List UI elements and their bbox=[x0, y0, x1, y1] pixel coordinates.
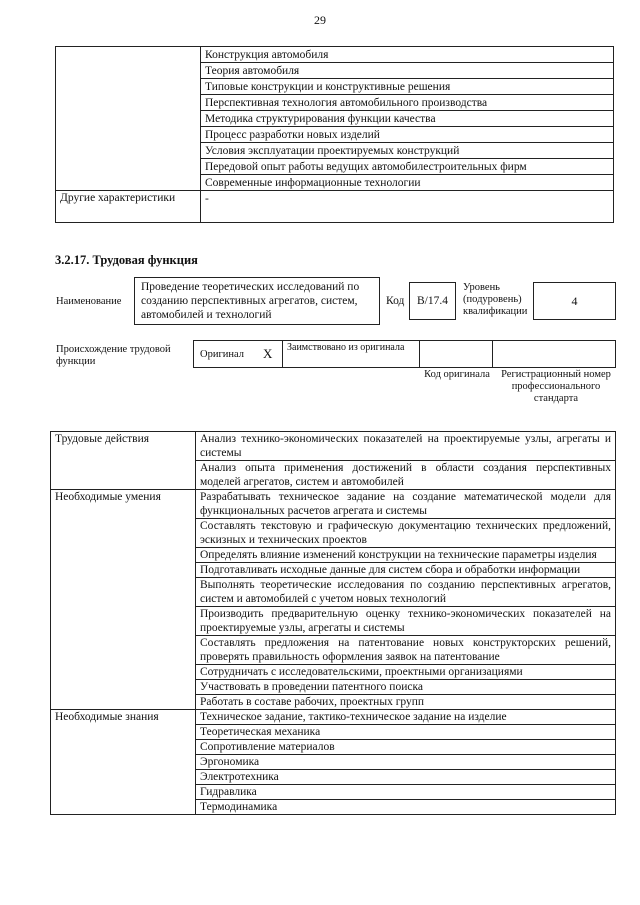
table-cell: Подготавливать исходные данные для систем сбора и обработки информации bbox=[196, 563, 616, 578]
function-name-value: Проведение теоретических исследований по созданию перспективных агрегатов, систем, автомобилей и технологий bbox=[141, 281, 360, 321]
table-cell: Участвовать в проведении патентного поиска bbox=[196, 680, 616, 695]
table-cell: Выполнять теоретические исследования по созданию перспективных агрегатов, систем и автомобилей с учетом новых технологий bbox=[196, 578, 616, 607]
level-value: 4 bbox=[571, 294, 578, 308]
code-box bbox=[409, 282, 456, 320]
list-item: Теория автомобиля bbox=[201, 63, 614, 79]
table-cell: Техническое задание, тактико-техническое задание на изделие bbox=[196, 710, 616, 725]
function-name-box bbox=[134, 277, 380, 325]
table-cell: Составлять предложения на патентование новых конструкторских решений, проверять правильность оформления заявок на патентование bbox=[196, 636, 616, 665]
origin-label: Происхождение трудовой функции bbox=[56, 344, 171, 367]
table-cell: Определять влияние изменений конструкции на технические параметры изделия bbox=[196, 548, 616, 563]
table-cell: Электротехника bbox=[196, 770, 616, 785]
section-title: 3.2.17. Трудовая функция bbox=[55, 253, 198, 267]
table-cell: Составлять текстовую и графическую документацию технических предложений, эскизных и технических проектов bbox=[196, 519, 616, 548]
table-cell: Производить предварительную оценку технико-экономических показателей на проектируемые узлы, агрегаты и системы bbox=[196, 607, 616, 636]
divider bbox=[419, 340, 420, 368]
table-cell: Эргономика bbox=[196, 755, 616, 770]
labor-function-table bbox=[50, 431, 616, 815]
table-cell: Работать в составе рабочих, проектных групп bbox=[196, 695, 616, 710]
code-label: Код bbox=[386, 295, 405, 307]
list-item: Конструкция автомобиля bbox=[201, 47, 614, 63]
other-characteristics-label: Другие характеристики bbox=[56, 191, 201, 223]
table-cell: Сотрудничать с исследовательскими, проектными организациями bbox=[196, 665, 616, 680]
table-cell: Термодинамика bbox=[196, 800, 616, 815]
code-value: B/17.4 bbox=[417, 295, 448, 307]
skills-label: Необходимые умения bbox=[51, 490, 196, 710]
knowledge-label: Необходимые знания bbox=[51, 710, 196, 815]
code-original-caption: Код оригинала bbox=[424, 369, 490, 380]
table-cell: Гидравлика bbox=[196, 785, 616, 800]
name-label: Наименование bbox=[56, 296, 122, 307]
table-cell: Сопротивление материалов bbox=[196, 740, 616, 755]
labor-actions-label: Трудовые действия bbox=[51, 432, 196, 490]
list-item: Передовой опыт работы ведущих автомобилестроительных фирм bbox=[201, 159, 614, 175]
knowledge-continuation-table bbox=[55, 46, 614, 223]
table-cell: Разрабатывать техническое задание на создание математической модели для функциональных расчетов агрегата и системы bbox=[196, 490, 616, 519]
other-characteristics-value: - bbox=[201, 191, 614, 223]
level-box bbox=[533, 282, 616, 320]
table-cell-empty bbox=[56, 47, 201, 191]
list-item: Методика структурирования функции качества bbox=[201, 111, 614, 127]
divider bbox=[492, 340, 493, 368]
borrowed-label: Заимствовано из оригинала bbox=[287, 342, 405, 353]
list-item: Перспективная технология автомобильного производства bbox=[201, 95, 614, 111]
list-item: Процесс разработки новых изделий bbox=[201, 127, 614, 143]
list-item: Типовые конструкции и конструктивные решения bbox=[201, 79, 614, 95]
divider bbox=[282, 340, 283, 368]
table-cell: Теоретическая механика bbox=[196, 725, 616, 740]
level-label: Уровень (подуровень) квалификации bbox=[463, 282, 528, 317]
page-number: 29 bbox=[314, 13, 326, 27]
table-cell: Анализ технико-экономических показателей на проектируемые узлы, агрегаты и системы bbox=[196, 432, 616, 461]
table-cell: Анализ опыта применения достижений в области создания перспективных моделей агрегатов, систем и автомобилей bbox=[196, 461, 616, 490]
list-item: Современные информационные технологии bbox=[201, 175, 614, 191]
original-label: Оригинал bbox=[200, 349, 244, 360]
original-mark: X bbox=[263, 346, 273, 361]
list-item: Условия эксплуатации проектируемых конструкций bbox=[201, 143, 614, 159]
registration-number-caption: Регистрационный номер профессионального стандарта bbox=[501, 369, 611, 404]
